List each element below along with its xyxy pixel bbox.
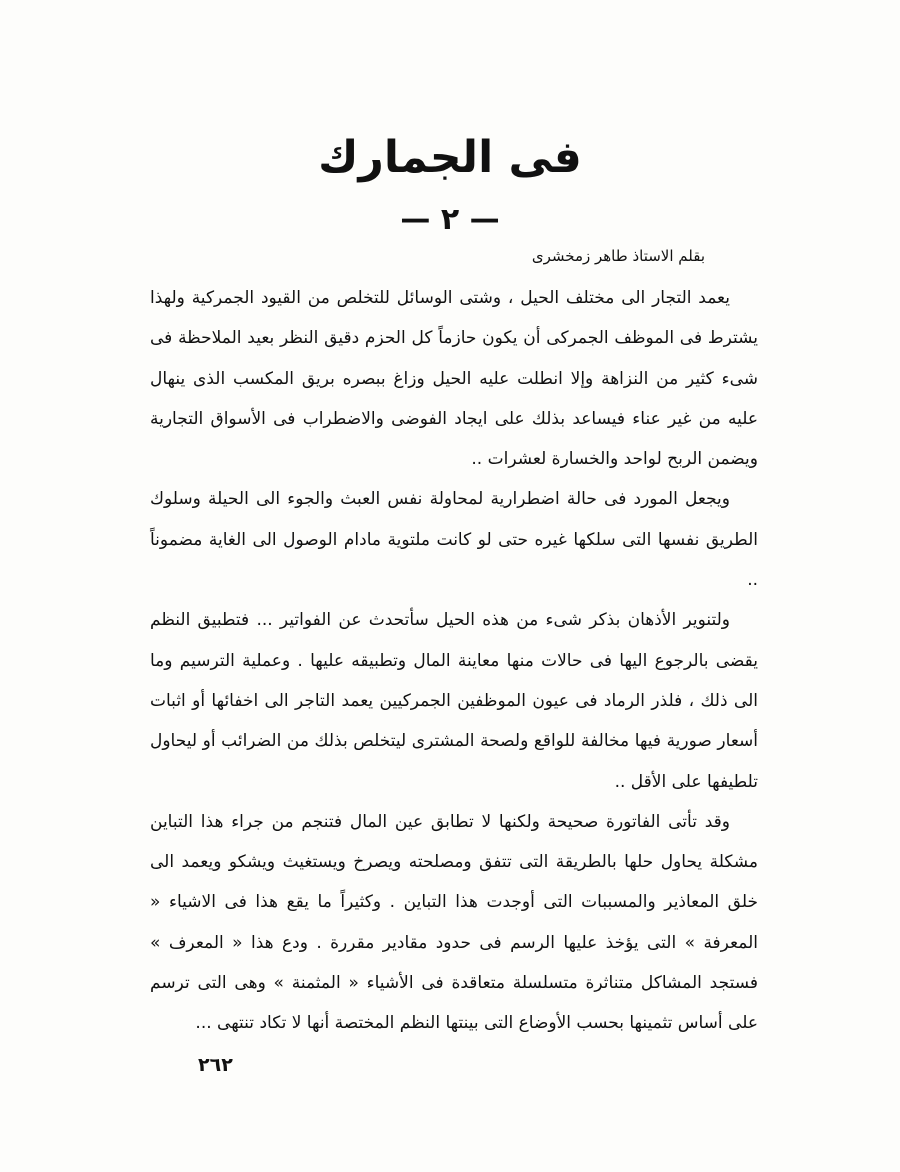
- paragraph-1: يعمد التجار الى مختلف الحيل ، وشتى الوسائل للتخلص من القيود الجمركية ولهذا يشترط فى الموظف الجمركى أن يكون حازماً كل الحزم دقيق النظر بعيد الملاحظة فى شىء كثير من النزاهة وإلا انطلت عليه الحيل وزاغ ببصره بريق المكسب الذى ينهال عليه من غير عناء فيساعد بذلك على ايجاد الفوضى والاضطراب فى الأسواق التجارية ويضمن الربح لواحد والخسارة لعشرات ..: [150, 288, 758, 470]
- paragraph-2: ويجعل المورد فى حالة اضطرارية لمحاولة نفس العبث والجوء الى الحيلة وسلوك الطريق نفسها التى سلكها غيره حتى لو كانت ملتوية مادام الوصول الى الغاية مضموناً ..: [150, 489, 758, 591]
- author-byline: بقلم الاستاذ طاهر زمخشرى: [531, 247, 705, 265]
- paragraph-4: وقد تأتى الفاتورة صحيحة ولكنها لا تطابق عين المال فتنجم من جراء هذا التباين مشكلة يحاول حلها بالطريقة التى تتفق ومصلحته ويصرخ ويستغيث ويشكو ويعمد الى خلق المعاذير والمسببات التى أوجدت هذا التباين . وكثيراً ما يقع هذا فى الاشياء « المعرفة » التى يؤخذ عليها الرسم فى حدود مقادير مقررة . ودع هذا « المعرف » فستجد المشاكل متناثرة متسلسلة متعاقدة فى الأشياء « المثمنة » وهى التى ترسم على أساس تثمينها بحسب الأوضاع التى بينتها النظم المختصة أنها لا تكاد تنتهى ...: [150, 811, 758, 1034]
- page-number: ٢٦٢: [198, 1054, 233, 1076]
- part-number: — ٢ —: [400, 202, 500, 237]
- article-title: فى الجمارك: [318, 132, 582, 183]
- article-body: [150, 278, 758, 1044]
- paragraph-3: ولتنوير الأذهان بذكر شىء من هذه الحيل سأتحدث عن الفواتير ... فتطبيق النظم يقضى بالرجوع اليها فى حالات منها معاينة المال وتطبيقه عليها . وعملية الترسيم وما الى ذلك ، فلذر الرماد فى عيون الموظفين الجمركيين يعمد التاجر الى اخفائها أو اثبات أسعار صورية فيها مخالفة للواقع ولصحة المشترى ليتخلص بذلك من الضرائب أو ليحاول تلطيفها على الأقل ..: [150, 610, 758, 792]
